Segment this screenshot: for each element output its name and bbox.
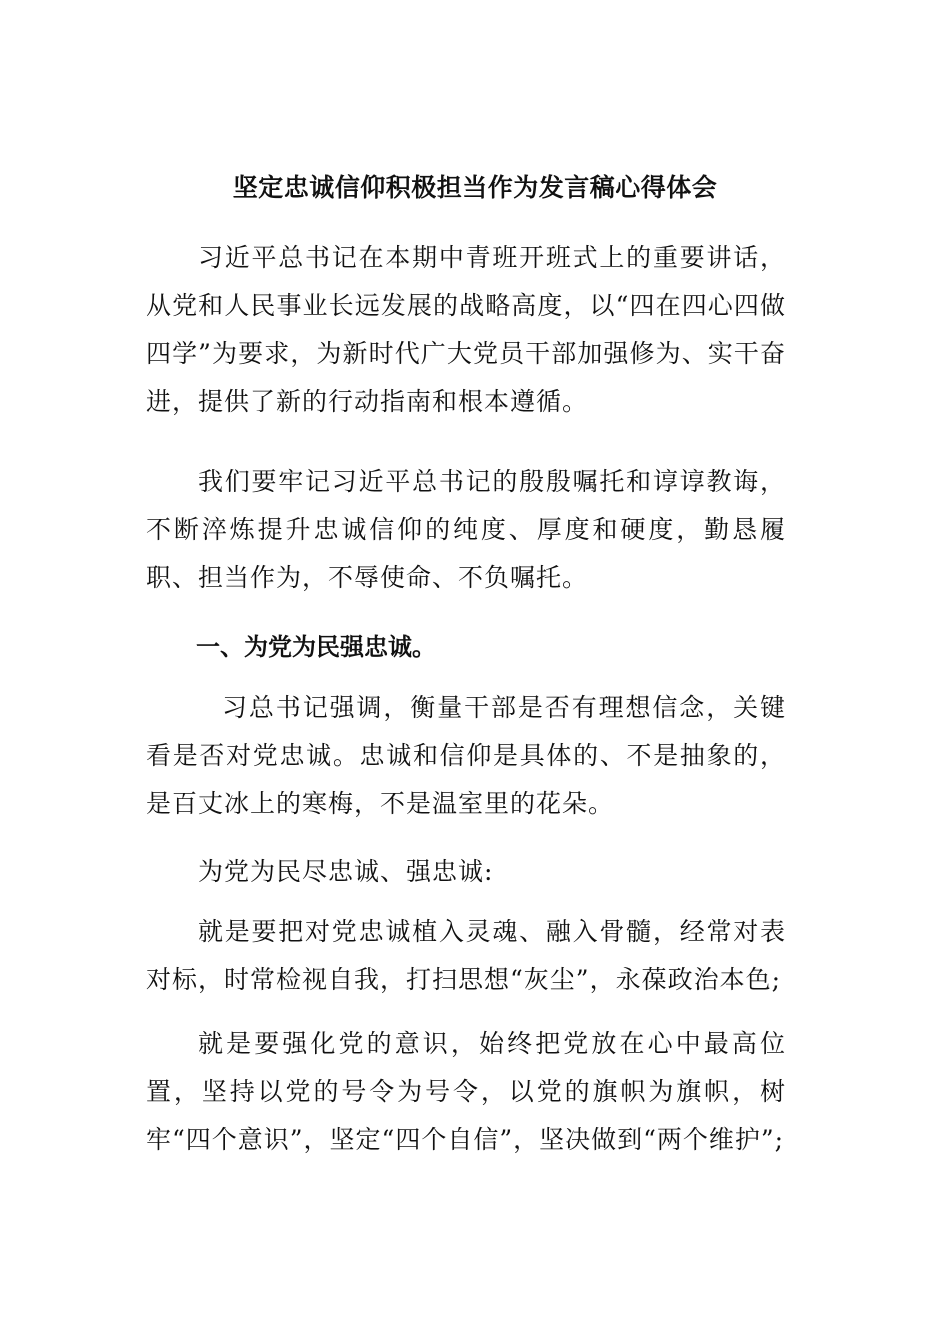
paragraph-intro: 习近平总书记在本期中青班开班式上的重要讲话，从党和人民事业长远发展的战略高度，以“四在四心四做四学”为要求，为新时代广大党员干部加强修为、实干奋进，提供了新的行动指南和根本遵循。 — [146, 243, 786, 416]
paragraph-loyalty: 习总书记强调，衡量干部是否有理想信念，关键看是否对党忠诚。忠诚和信仰是具体的、不是抽象的，是百丈冰上的寒梅，不是温室里的花朵。 — [146, 693, 786, 818]
paragraph-point-2: 就是要强化党的意识，始终把党放在心中最高位置，坚持以党的号令为号令，以党的旗帜为旗帜，树牢“四个意识”，坚定“四个自信”，坚决做到“两个维护”; — [146, 1029, 786, 1154]
section-heading: 一、为党为民强忠诚。 — [196, 633, 436, 661]
document-title: 坚定忠诚信仰积极担当作为发言稿心得体会 — [232, 173, 718, 202]
paragraph-point-1: 就是要把对党忠诚植入灵魂、融入骨髓，经常对表对标，时常检视自我，打扫思想“灰尘”，永葆政治本色; — [146, 917, 786, 994]
paragraph-lead-in: 为党为民尽忠诚、强忠诚: — [198, 857, 494, 886]
paragraph-commitment: 我们要牢记习近平总书记的殷殷嘱托和谆谆教诲，不断淬炼提升忠诚信仰的纯度、厚度和硬度，勤恳履职、担当作为，不辱使命、不负嘱托。 — [146, 467, 786, 592]
